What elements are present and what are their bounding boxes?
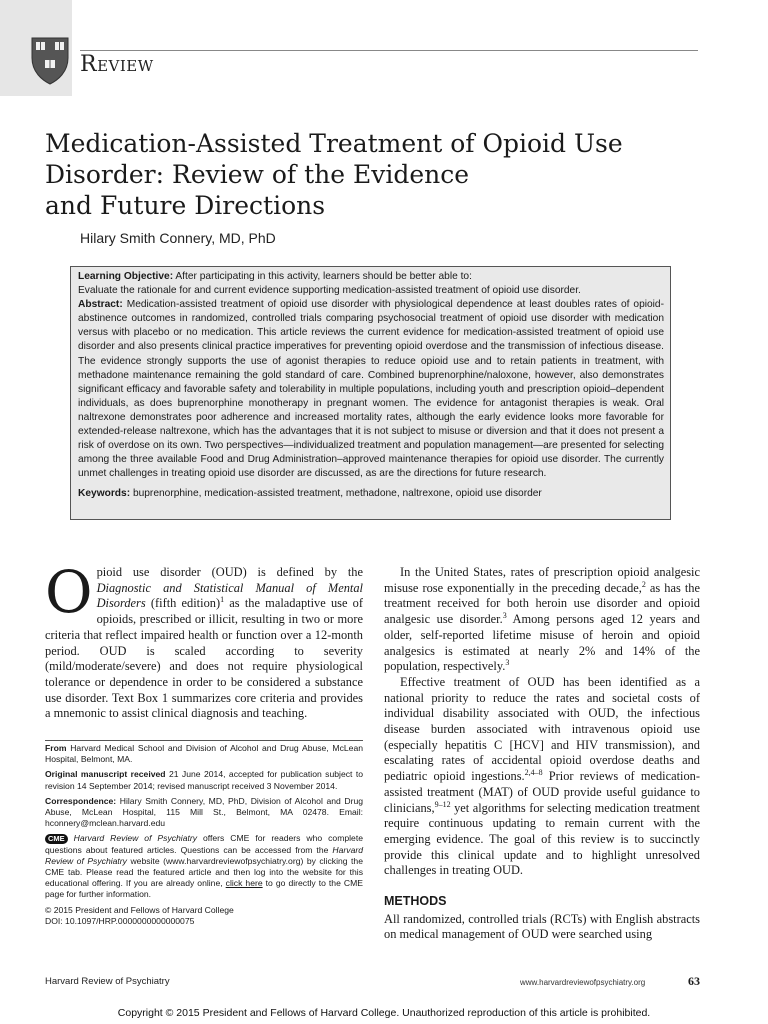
note-label: From <box>45 743 67 753</box>
header-rule <box>80 50 698 51</box>
note-text: 21 June 2014, accepted for publication subject to revision 14 September 2014; revised manuscript received 3 November 2014. <box>45 769 363 791</box>
section-label: Review <box>80 52 154 77</box>
text-run: Effective treatment of OUD has been identified as a national priority to reduce the rates and societal costs of individual disability associated with OUD, the infectious disease burden associated with intravenous opioid use (especially hepatitis C [HCV] and HIV transmission), and escalating rates of accidental opioid overdose deaths and pediatric opioid ingestions. <box>384 674 700 784</box>
keywords-label: Keywords: <box>78 488 131 500</box>
learning-objective <box>78 270 664 284</box>
body-column-right <box>384 565 700 943</box>
title-line: Disorder: Review of the Evidence <box>45 160 470 189</box>
author-name: Hilary Smith Connery, MD, PhD <box>80 230 276 246</box>
learning-objective-text: After participating in this activity, learners should be better able to: <box>175 271 472 282</box>
citation: 2,4–8 <box>524 768 543 778</box>
learning-objective-item: Evaluate the rationale for and current evidence supporting medication-assisted treatment of opioid use disorder. <box>78 285 581 297</box>
keywords <box>78 487 664 501</box>
text-run: Among persons aged 12 years and older, self-reported lifetime misuse of heroin and opioid analgesics is estimated at nearly 2% and 14% of the population, respectively. <box>384 612 700 674</box>
copyright-note: © 2015 President and Fellows of Harvard College <box>45 904 234 915</box>
abstract-text: Medication-assisted treatment of opioid use disorder with physiological dependence at least doubles rates of opioid-abstinence outcomes in randomized, controlled trials comparing psychosocial treatment of opioid use disorder with medication versus with placebo or no medication. This article reviews the current evidence for medication-assisted treatment of opioid use disorder and also presents clinical practice imperatives for preventing opioid overdose and the transmission of infectious disease. The evidence strongly supports the use of agonist therapies to reduce opioid use and to retain patients in treatment, with methadone maintenance remaining the gold standard of care. Combined buprenorphine/naloxone, however, also demonstrates significant efficacy and favorable safety and tolerability in multiple populations, including youth and prescription opioid–dependent individuals, as does buprenorphine monotherapy in pregnant women. The evidence for antagonist therapies is weak. Oral naltrexone demonstrates poor adherence and increased mortality rates, although the early evidence looks more favorable for extended-release naltrexone, which has the advantages that it is not subject to misuse or diversion and that it does not present a risk of overdose on its own. Two perspectives—individualized treatment and population management—are presented for selecting among the three available Food and Drug Administration–approved maintenance therapies for opioid use disorder. The currently unmet challenges in treating opioid use disorder are discussed, as are the directions for future research. <box>78 299 664 480</box>
journal-name: Harvard Review of Psychiatry <box>45 844 363 866</box>
citation: 2 <box>641 579 646 589</box>
affiliation-note <box>45 743 363 765</box>
body-paragraph <box>384 675 700 879</box>
harvard-shield-icon <box>30 36 70 86</box>
citation: 3 <box>505 658 510 668</box>
copyright-notice: Copyright © 2015 President and Fellows of Harvard College. Unauthorized reproduction of this article is prohibited. <box>117 1007 651 1019</box>
journal-name: Harvard Review of Psychiatry <box>73 833 198 844</box>
text-run: (fifth edition) <box>145 596 221 611</box>
abstract-paragraph <box>78 298 664 481</box>
citation: 9–12 <box>434 799 451 809</box>
body-paragraph <box>384 565 700 675</box>
footer-journal: Harvard Review of Psychiatry <box>45 976 170 987</box>
cme-note <box>45 833 363 900</box>
dsm-title: Diagnostic and Statistical Manual of Mental Disorders <box>96 580 363 611</box>
note-label: Correspondence: <box>45 795 117 806</box>
received-note <box>45 769 363 791</box>
cme-badge-icon: CME <box>45 834 68 844</box>
note-text: to go directly to the CME page for further information. <box>45 878 363 900</box>
note-text: offers CME for readers who complete questions about featured articles. Questions can be accessed from the <box>45 833 364 855</box>
drop-cap: O <box>45 558 93 626</box>
learning-objective-label: Learning Objective: <box>78 271 174 282</box>
note-text: website (www.harvardreviewofpsychiatry.org) by clicking the CME tab. Please read the featured article and then log into the website for this educational offering. If you are already online, <box>45 855 363 889</box>
page-number: 63 <box>688 974 700 988</box>
text-run: Prior reviews of medication-assisted treatment (MAT) of OUD provide useful guidance to clinicians, <box>384 769 700 815</box>
note-label: Original manuscript received <box>45 769 166 780</box>
keywords-text: buprenorphine, medication-assisted treatment, methadone, naltrexone, opioid use disorder <box>132 488 542 500</box>
body-column-left <box>45 558 363 722</box>
text-run: In the United States, rates of prescription opioid analgesic misuse rose exponentially in the preceding decade, <box>384 565 700 595</box>
text-run: as the maladaptive use of opioids, prescribed or illicit, resulting in two or more criteria that reflect impaired health or function over a 12-month period. OUD is scaled according to severity (mild/moderate/severe) and does not require physiological tolerance or dependence in order to be considered a substance use disorder. Text Box 1 summarizes core criteria and provides a mnemonic to assist clinical diagnosis and teaching. <box>45 596 363 721</box>
abstract-label: Abstract: <box>78 299 123 311</box>
correspondence-note <box>45 796 363 830</box>
title-line: and Future Directions <box>45 191 326 220</box>
text-run: yet algorithms for selecting medication treatment require continuous updating to remain current with the emerging evidence. The goal of this review is to succinctly provide this clinical update and to highlight unresolved challenges in treating OUD. <box>384 800 700 878</box>
citation: 1 <box>220 595 225 605</box>
title-line: Medication-Assisted Treatment of Opioid Use <box>45 129 623 158</box>
cme-click-here-link[interactable]: click here <box>225 878 263 889</box>
footer-url-link[interactable]: www.harvardreviewofpsychiatry.org <box>520 978 646 987</box>
note-text: Hilary Smith Connery, MD, PhD, Division of Alcohol and Drug Abuse, McLean Hospital, 115 Mill St., Belmont, MA 02478. Email: hconnery@mclean.harvard.edu <box>45 795 364 829</box>
methods-heading: METHODS <box>384 894 447 909</box>
citation: 3 <box>502 610 507 620</box>
text-run: pioid use disorder (OUD) is defined by the <box>96 565 363 579</box>
methods-paragraph: All randomized, controlled trials (RCTs) with English abstracts on medical management of OUD were searched using <box>384 911 700 942</box>
intro-paragraph <box>45 558 363 722</box>
article-notes <box>45 740 363 931</box>
article-title <box>45 128 685 221</box>
note-text: Harvard Medical School and Division of Alcohol and Drug Abuse, McLean Hospital, Belmont, MA. <box>45 743 364 765</box>
text-run: as has the treatment received for both heroin use disorder and opioid analgesic use disorder. <box>384 580 700 627</box>
abstract-box <box>70 266 671 520</box>
doi-note: DOI: 10.1097/HRP.0000000000000075 <box>45 915 195 926</box>
